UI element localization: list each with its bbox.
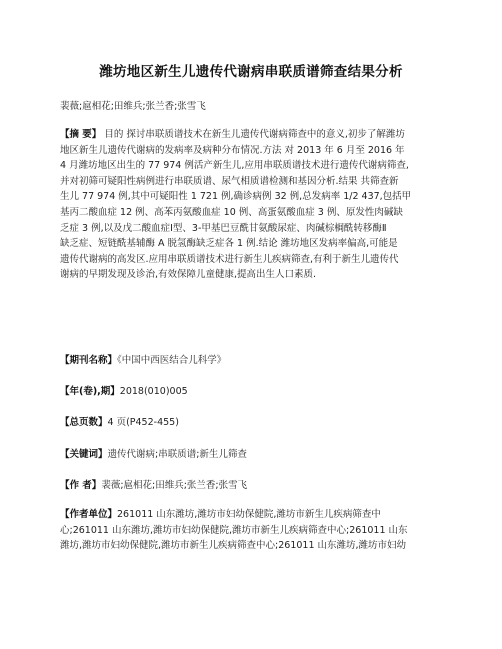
affiliation-label: 【作者单位】 bbox=[60, 509, 118, 520]
keywords-label: 【关键词】 bbox=[60, 449, 108, 460]
abstract-section bbox=[60, 127, 440, 283]
abstract-line: 谢病的早期发现及诊治,有效保障儿童健康,提高出生人口素质. bbox=[60, 269, 317, 281]
affiliation-line: 心;261011 山东潍坊,潍坊市妇幼保健院,潍坊市新生儿疾病筛查中心;261011 山东 bbox=[60, 524, 408, 536]
abstract-label: 【摘 要】 bbox=[60, 129, 102, 140]
pages-value: 4 页(P452-455) bbox=[107, 417, 179, 428]
abstract-line: 基丙二酸血症 12 例、高苯丙氨酸血症 10 例、高蛋氨酸血症 3 例、原发性肉碱缺 bbox=[60, 206, 403, 218]
abstract-text: 目的 探讨串联质谱技术在新生儿遗传代谢病筛查中的意义,初步了解潍坊 bbox=[104, 129, 405, 140]
keywords-field bbox=[60, 446, 247, 460]
journal-label: 【期刊名称】 bbox=[60, 355, 118, 366]
affiliation-line bbox=[60, 507, 440, 523]
abstract-line: 4 月潍坊地区出生的 77 974 例活产新生儿,应用串联质谱技术进行遗传代谢病筛查, bbox=[60, 160, 409, 172]
affiliation-line: 潍坊,潍坊市妇幼保健院,潍坊市新生儿疾病筛查中心;261011 山东潍坊,潍坊市妇幼 bbox=[60, 540, 407, 552]
author-field bbox=[60, 477, 247, 491]
abstract-line bbox=[60, 127, 440, 143]
abstract-line: 遗传代谢病的高发区.应用串联质谱技术进行新生儿疾病筛查,有利于新生儿遗传代 bbox=[60, 253, 399, 265]
year-issue-value: 2018(010)005 bbox=[119, 386, 188, 397]
abstract-line: 缺乏症、短链酰基辅酶 A 脱氢酶缺乏症各 1 例.结论 潍坊地区发病率偏高,可能是 bbox=[60, 238, 398, 250]
abstract-line: 地区新生儿遗传代谢病的发病率及病种分布情况.方法 对 2013 年 6 月至 2016 年 bbox=[60, 144, 405, 156]
abstract-line: 并对初筛可疑阳性病例进行串联质谱、尿气相质谱检测和基因分析.结果 共筛查新 bbox=[60, 175, 399, 187]
pages-field bbox=[60, 414, 179, 428]
document-title: 潍坊地区新生儿遗传代谢病串联质谱筛查结果分析 bbox=[99, 64, 403, 80]
pages-label: 【总页数】 bbox=[60, 417, 108, 428]
author-list: 裴薇;扈相花;田维兵;张兰香;张雪飞 bbox=[60, 101, 206, 112]
author-value: 裴薇;扈相花;田维兵;张兰香;张雪飞 bbox=[101, 480, 248, 491]
abstract-line: 生儿 77 974 例,其中可疑阳性 1 721 例,确诊病例 32 例,总发病率 1/2 437,包括甲 bbox=[60, 191, 412, 203]
affiliation-section bbox=[60, 507, 440, 554]
author-label: 【作 者】 bbox=[60, 480, 102, 491]
journal-value: 《中国中西医结合儿科学》 bbox=[117, 355, 227, 366]
journal-field bbox=[60, 352, 226, 366]
year-issue-label: 【年(卷),期】 bbox=[60, 386, 120, 397]
keywords-value: 遗传代谢病;串联质谱;新生儿筛查 bbox=[107, 449, 247, 460]
year-issue-field bbox=[60, 383, 188, 397]
abstract-line: 乏症 3 例,以及戊二酸血症Ⅰ型、3-甲基巴豆酰甘氨酸尿症、肉碱棕榈酰转移酶Ⅱ bbox=[60, 222, 387, 234]
affiliation-text: 261011 山东潍坊,潍坊市妇幼保健院,潍坊市新生儿疾病筛查中 bbox=[117, 509, 381, 520]
